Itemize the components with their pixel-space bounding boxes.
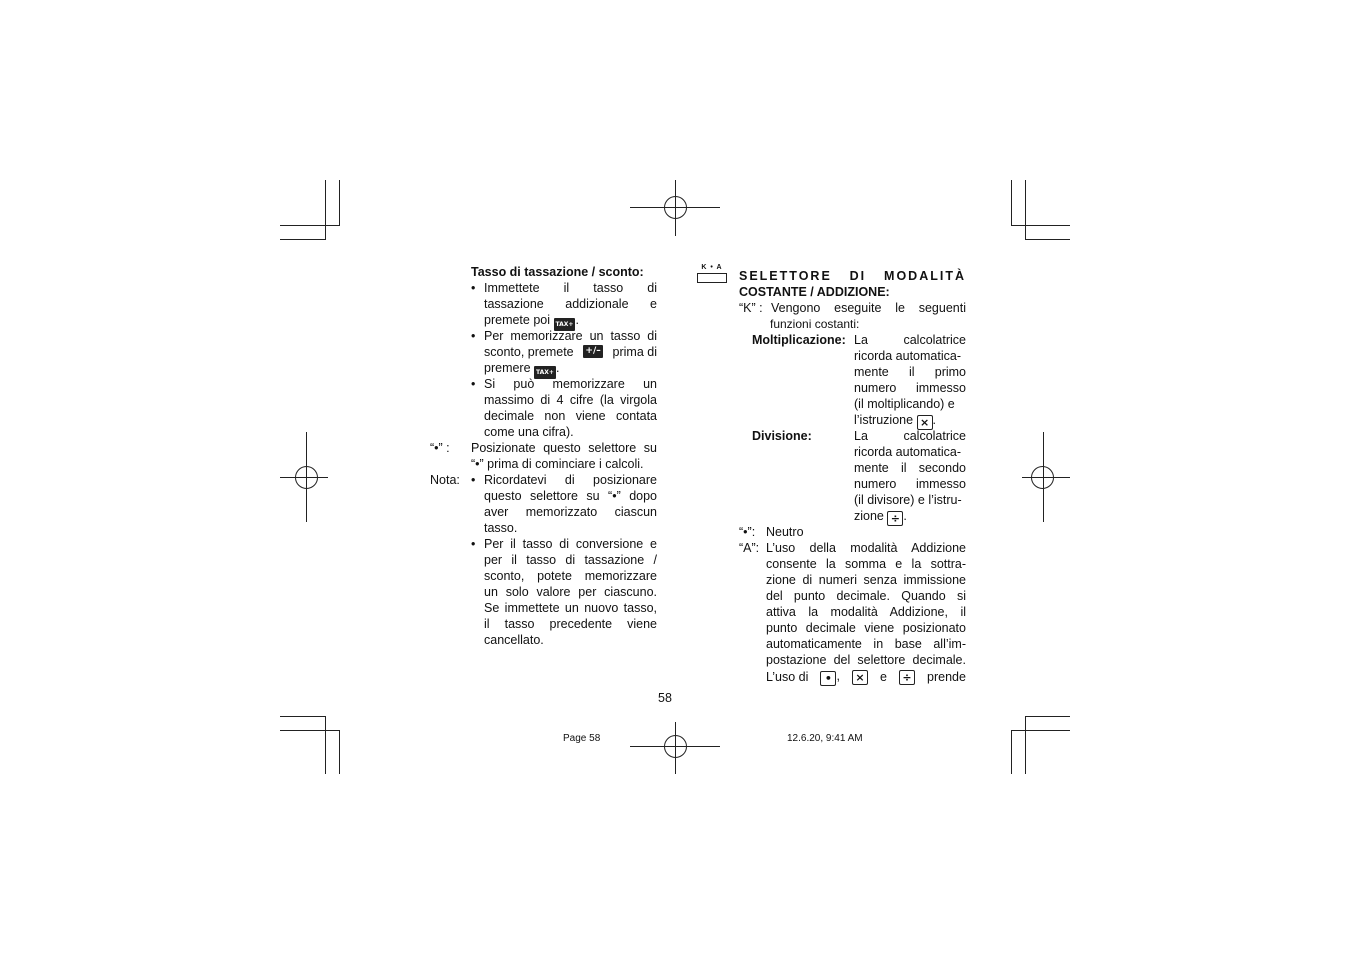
note-label: Nota: (430, 473, 460, 487)
division-label: Divisione: (752, 429, 812, 443)
page-number: 58 (658, 691, 672, 705)
paragraph-line: ricorda automatica- (854, 445, 961, 459)
line-text: l’istruzione (854, 413, 914, 427)
list-item-line: Se immettete un nuovo tasso, (484, 601, 657, 615)
list-item-line: Si può memorizzare un (484, 377, 657, 391)
list-item-line: Immettete il tasso di (484, 281, 657, 295)
line-text: prende (927, 670, 966, 684)
paragraph-line: automaticamente in base all’im- (766, 637, 966, 651)
dot-setting-label: “•” : (430, 441, 450, 455)
paragraph-line: L’uso della modalità Addizione (766, 541, 966, 555)
line-text: zione (854, 509, 884, 523)
line-text: L’uso di (766, 670, 809, 684)
list-item-line: decimale non viene contata (484, 409, 657, 423)
list-item-line: un solo valore per ciascuno. (484, 585, 657, 599)
divide-key-icon: ÷ (887, 511, 903, 526)
list-item-line: Ricordatevi di posizionare (484, 473, 657, 487)
multiplication-label: Moltiplicazione: (752, 333, 846, 347)
punctuation: , (836, 669, 840, 683)
punctuation: . (903, 509, 907, 523)
punctuation: . (575, 313, 579, 327)
paragraph-line: (il divisore) e l’istru- (854, 493, 962, 507)
change-sign-key-icon: +/– (585, 346, 601, 356)
list-item-line: cancellato. (484, 633, 544, 647)
paragraph-line: attiva la modalità Addizione, il (766, 605, 966, 619)
paragraph-line: consente la somma e la sottra- (766, 557, 966, 571)
multiply-key-icon: × (917, 415, 933, 430)
paragraph-line: La calcolatrice (854, 429, 966, 443)
paragraph-line: mente il secondo (854, 461, 966, 475)
paragraph-line (766, 668, 966, 686)
paragraph-line: numero immesso (854, 477, 966, 491)
list-item-line: Per memorizzare un tasso di (484, 329, 657, 343)
section-title: SELETTORE DI MODALITÀ (739, 269, 966, 283)
paragraph-line: “•” prima di cominciare i calcoli. (471, 457, 644, 471)
punctuation: . (932, 413, 937, 427)
bullet: • (471, 329, 476, 343)
paragraph-line: punto decimale viene posizionato (766, 621, 966, 635)
divide-key-icon: ÷ (899, 670, 915, 685)
paragraph-line: Posizionate questo selettore su (471, 441, 657, 455)
list-item-line: massimo di 4 cifre (la virgola (484, 393, 657, 407)
list-item-line (484, 344, 657, 360)
list-item-line: per il tasso di tassazione / (484, 553, 657, 567)
bullet: • (471, 377, 476, 391)
paragraph-line: zione di numeri senza immissione (766, 573, 966, 587)
mode-selector-icon-box (697, 273, 727, 283)
line-text: sconto, premete (484, 345, 574, 359)
paragraph-line: del punto decimale. Quando si (766, 589, 966, 603)
paragraph-line (854, 508, 907, 526)
paragraph-line: La calcolatrice (854, 333, 966, 347)
paragraph-line: postazione del selettore decimale. (766, 653, 966, 667)
bullet: • (471, 473, 476, 487)
multiply-key-icon: × (852, 670, 868, 685)
tax-plus-key-icon: TAX+ (534, 366, 556, 379)
key-group (820, 668, 839, 686)
line-text: premere (484, 361, 531, 375)
bullet: • (471, 281, 476, 295)
tax-plus-key-icon: TAX+ (554, 318, 576, 331)
paragraph-line: ricorda automatica- (854, 349, 961, 363)
mode-selector-icon (697, 266, 727, 283)
paragraph-line: (il moltiplicando) e (854, 397, 955, 411)
punctuation: . (555, 361, 560, 375)
k-setting-label: “K” : (739, 301, 763, 315)
footer-datetime: 12.6.20, 9:41 AM (787, 733, 863, 744)
section-title: COSTANTE / ADDIZIONE: (739, 285, 890, 299)
line-text: prima di (612, 345, 657, 359)
line-text: premete poi (484, 313, 551, 327)
paragraph-line: Vengono eseguite le seguenti (771, 301, 966, 315)
list-item-line: come una cifra). (484, 425, 574, 439)
paragraph-line: Neutro (766, 525, 804, 539)
paragraph-line: funzioni costanti: (770, 317, 860, 331)
a-setting-label: “A”: (739, 541, 760, 555)
list-item-line: il tasso precedente viene (484, 617, 657, 631)
section-heading: Tasso di tassazione / sconto: (471, 265, 644, 279)
paragraph-line: numero immesso (854, 381, 966, 395)
bullet: • (471, 537, 476, 551)
list-item-line: Per il tasso di conversione e (484, 537, 657, 551)
paragraph-line: mente il primo (854, 365, 966, 379)
dot-setting-label: “•”: (739, 525, 756, 539)
decimal-key-icon: • (820, 671, 836, 686)
list-item-line: aver memorizzato ciascun (484, 505, 657, 519)
list-item-line: questo selettore su “•” dopo (484, 489, 657, 503)
mode-selector-icon-label: K • A (701, 264, 723, 271)
line-text: e (879, 670, 887, 684)
list-item-line: sconto, potete memorizzare (484, 569, 657, 583)
list-item-line: tasso. (484, 521, 518, 535)
list-item-line: tassazione addizionale e (484, 297, 657, 311)
footer-page: Page 58 (563, 733, 601, 744)
